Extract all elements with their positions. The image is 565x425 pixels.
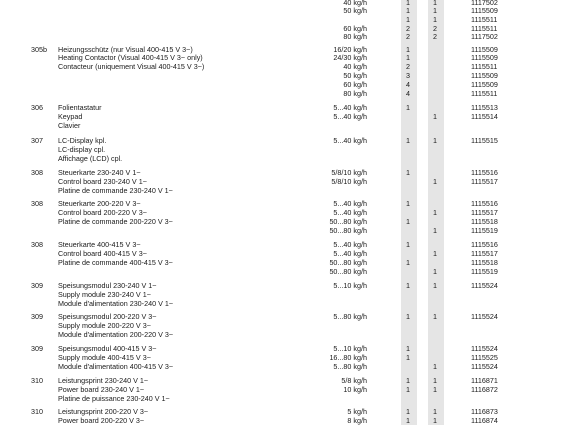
item-position: 310 — [31, 407, 43, 416]
item-part-number: 1115517 — [471, 249, 498, 258]
item-quantity-1: 1 — [406, 312, 410, 321]
item-capacity: 5...80 kg/h — [333, 362, 367, 371]
item-part-number: 1115509 — [471, 80, 498, 89]
item-part-number: 1115517 — [471, 208, 498, 217]
item-part-number: 1115515 — [471, 136, 498, 145]
item-part-number: 1115524 — [471, 344, 498, 353]
item-capacity: 40 kg/h — [343, 0, 367, 7]
item-quantity-1: 1 — [406, 407, 410, 416]
item-description: LC-Display kpl. — [58, 136, 107, 145]
item-part-number: 1115509 — [471, 45, 498, 54]
item-quantity-2: 1 — [433, 249, 437, 258]
item-description: Module d'alimentation 400-415 V 3~ — [58, 362, 174, 371]
item-capacity: 5...40 kg/h — [333, 208, 367, 217]
item-quantity-2: 1 — [433, 416, 437, 425]
item-capacity: 10 kg/h — [343, 385, 367, 394]
item-part-number: 1115517 — [471, 177, 498, 186]
item-part-number: 1115513 — [471, 103, 498, 112]
item-quantity-1: 4 — [406, 80, 410, 89]
item-quantity-1: 1 — [406, 0, 410, 7]
item-quantity-2: 1 — [433, 112, 437, 121]
item-quantity-1: 1 — [406, 258, 410, 267]
item-description: Control board 400-415 V 3~ — [58, 249, 147, 258]
item-quantity-2: 1 — [433, 6, 437, 15]
item-position: 308 — [31, 240, 43, 249]
item-part-number: 1117502 — [471, 0, 498, 7]
item-quantity-1: 1 — [406, 15, 410, 24]
item-description: Module d'alimentation 230-240 V 1~ — [58, 299, 174, 308]
item-part-number: 1115511 — [471, 89, 498, 98]
item-part-number: 1117502 — [471, 32, 498, 41]
item-capacity: 50 kg/h — [343, 6, 367, 15]
item-capacity: 80 kg/h — [343, 32, 367, 41]
item-capacity: 80 kg/h — [343, 89, 367, 98]
item-part-number: 1116871 — [471, 376, 498, 385]
item-capacity: 5...10 kg/h — [333, 344, 367, 353]
item-quantity-2: 1 — [433, 208, 437, 217]
item-capacity: 8 kg/h — [347, 416, 367, 425]
item-quantity-1: 1 — [406, 136, 410, 145]
item-capacity: 5...40 kg/h — [333, 249, 367, 258]
item-part-number: 1115518 — [471, 217, 498, 226]
item-part-number: 1115511 — [471, 62, 498, 71]
item-position: 308 — [31, 199, 43, 208]
item-description: Affichage (LCD) cpl. — [58, 154, 123, 163]
item-quantity-2: 1 — [433, 136, 437, 145]
item-description: Contacteur (uniquement Visual 400-415 V 3~) — [58, 62, 205, 71]
item-description: Supply module 400-415 V 3~ — [58, 353, 151, 362]
item-quantity-1: 4 — [406, 89, 410, 98]
item-description: Leistungsprint 230-240 V 1~ — [58, 376, 149, 385]
item-capacity: 16/20 kg/h — [333, 45, 367, 54]
item-quantity-1: 2 — [406, 24, 410, 33]
item-capacity: 5/8/10 kg/h — [331, 168, 367, 177]
item-capacity: 5...40 kg/h — [333, 103, 367, 112]
item-quantity-1: 1 — [406, 168, 410, 177]
item-description: Steuerkarte 400-415 V 3~ — [58, 240, 141, 249]
item-description: Speisungsmodul 400-415 V 3~ — [58, 344, 157, 353]
item-quantity-1: 1 — [406, 45, 410, 54]
item-quantity-1: 1 — [406, 376, 410, 385]
item-part-number: 1115514 — [471, 112, 498, 121]
item-part-number: 1115509 — [471, 71, 498, 80]
item-quantity-1: 1 — [406, 416, 410, 425]
item-position: 309 — [31, 281, 43, 290]
item-description: LC-display cpl. — [58, 145, 106, 154]
item-position: 309 — [31, 312, 43, 321]
item-quantity-2: 1 — [433, 0, 437, 7]
item-description: Heizungsschütz (nur Visual 400-415 V 3~) — [58, 45, 193, 54]
item-quantity-1: 1 — [406, 240, 410, 249]
item-description: Module d'alimentation 200-220 V 3~ — [58, 330, 174, 339]
item-description: Platine de puissance 230-240 V 1~ — [58, 394, 170, 403]
item-description: Platine de commande 200-220 V 3~ — [58, 217, 173, 226]
item-part-number: 1115519 — [471, 267, 498, 276]
item-quantity-2: 1 — [433, 281, 437, 290]
item-quantity-1: 1 — [406, 103, 410, 112]
item-description: Control board 200-220 V 3~ — [58, 208, 147, 217]
item-capacity: 5/8 kg/h — [341, 376, 367, 385]
item-capacity: 5...40 kg/h — [333, 136, 367, 145]
item-quantity-1: 1 — [406, 385, 410, 394]
item-capacity: 5 kg/h — [347, 407, 367, 416]
item-quantity-2: 2 — [433, 32, 437, 41]
item-quantity-2: 1 — [433, 407, 437, 416]
item-quantity-1: 1 — [406, 217, 410, 226]
item-capacity: 60 kg/h — [343, 24, 367, 33]
item-part-number: 1115511 — [471, 24, 498, 33]
item-capacity: 50...80 kg/h — [329, 217, 367, 226]
item-description: Clavier — [58, 121, 81, 130]
item-part-number: 1115516 — [471, 199, 498, 208]
item-capacity: 5...40 kg/h — [333, 240, 367, 249]
item-part-number: 1115524 — [471, 362, 498, 371]
item-part-number: 1115518 — [471, 258, 498, 267]
item-part-number: 1115524 — [471, 312, 498, 321]
item-part-number: 1115509 — [471, 6, 498, 15]
item-quantity-2: 2 — [433, 24, 437, 33]
item-quantity-1: 2 — [406, 62, 410, 71]
item-part-number: 1115516 — [471, 240, 498, 249]
item-part-number: 1116872 — [471, 385, 498, 394]
item-quantity-1: 1 — [406, 281, 410, 290]
item-part-number: 1115524 — [471, 281, 498, 290]
item-quantity-2: 1 — [433, 226, 437, 235]
item-description: Speisungsmodul 230-240 V 1~ — [58, 281, 157, 290]
item-description: Steuerkarte 230-240 V 1~ — [58, 168, 141, 177]
item-quantity-1: 1 — [406, 199, 410, 208]
item-description: Supply module 230-240 V 1~ — [58, 290, 151, 299]
item-quantity-1: 1 — [406, 6, 410, 15]
item-quantity-2: 1 — [433, 177, 437, 186]
item-position: 306 — [31, 103, 43, 112]
item-position: 310 — [31, 376, 43, 385]
item-part-number: 1116873 — [471, 407, 498, 416]
item-description: Speisungsmodul 200-220 V 3~ — [58, 312, 157, 321]
item-part-number: 1115519 — [471, 226, 498, 235]
item-description: Power board 230-240 V 1~ — [58, 385, 145, 394]
item-position: 308 — [31, 168, 43, 177]
item-capacity: 50...80 kg/h — [329, 258, 367, 267]
item-quantity-2: 1 — [433, 312, 437, 321]
item-quantity-1: 1 — [406, 53, 410, 62]
item-description: Folientastatur — [58, 103, 102, 112]
item-quantity-2: 1 — [433, 362, 437, 371]
item-position: 307 — [31, 136, 43, 145]
item-quantity-2: 1 — [433, 267, 437, 276]
item-description: Leistungsprint 200-220 V 3~ — [58, 407, 149, 416]
item-capacity: 40 kg/h — [343, 62, 367, 71]
item-description: Control board 230-240 V 1~ — [58, 177, 147, 186]
item-capacity: 24/30 kg/h — [333, 53, 367, 62]
item-capacity: 50...80 kg/h — [329, 267, 367, 276]
item-quantity-1: 3 — [406, 71, 410, 80]
item-capacity: 50 kg/h — [343, 71, 367, 80]
item-capacity: 16...80 kg/h — [329, 353, 367, 362]
item-description: Supply module 200-220 V 3~ — [58, 321, 151, 330]
item-quantity-1: 1 — [406, 353, 410, 362]
item-part-number: 1115516 — [471, 168, 498, 177]
item-capacity: 5...10 kg/h — [333, 281, 367, 290]
item-quantity-1: 1 — [406, 344, 410, 353]
item-position: 309 — [31, 344, 43, 353]
item-description: Heating Contactor (Visual 400-415 V 3~ only) — [58, 53, 203, 62]
item-capacity: 50...80 kg/h — [329, 226, 367, 235]
item-description: Steuerkarte 200-220 V 3~ — [58, 199, 141, 208]
item-description: Platine de commande 230-240 V 1~ — [58, 186, 173, 195]
item-part-number: 1115511 — [471, 15, 498, 24]
item-quantity-2: 1 — [433, 385, 437, 394]
item-quantity-1: 2 — [406, 32, 410, 41]
item-quantity-2: 1 — [433, 15, 437, 24]
item-description: Keypad — [58, 112, 83, 121]
item-position: 305b — [31, 45, 47, 54]
item-description: Power board 200-220 V 3~ — [58, 416, 145, 425]
item-quantity-2: 1 — [433, 376, 437, 385]
item-capacity: 60 kg/h — [343, 80, 367, 89]
item-capacity: 5...40 kg/h — [333, 199, 367, 208]
item-part-number: 1116874 — [471, 416, 498, 425]
item-capacity: 5...80 kg/h — [333, 312, 367, 321]
item-capacity: 5/8/10 kg/h — [331, 177, 367, 186]
item-capacity: 5...40 kg/h — [333, 112, 367, 121]
item-part-number: 1115509 — [471, 53, 498, 62]
item-description: Platine de commande 400-415 V 3~ — [58, 258, 173, 267]
item-part-number: 1115525 — [471, 353, 498, 362]
